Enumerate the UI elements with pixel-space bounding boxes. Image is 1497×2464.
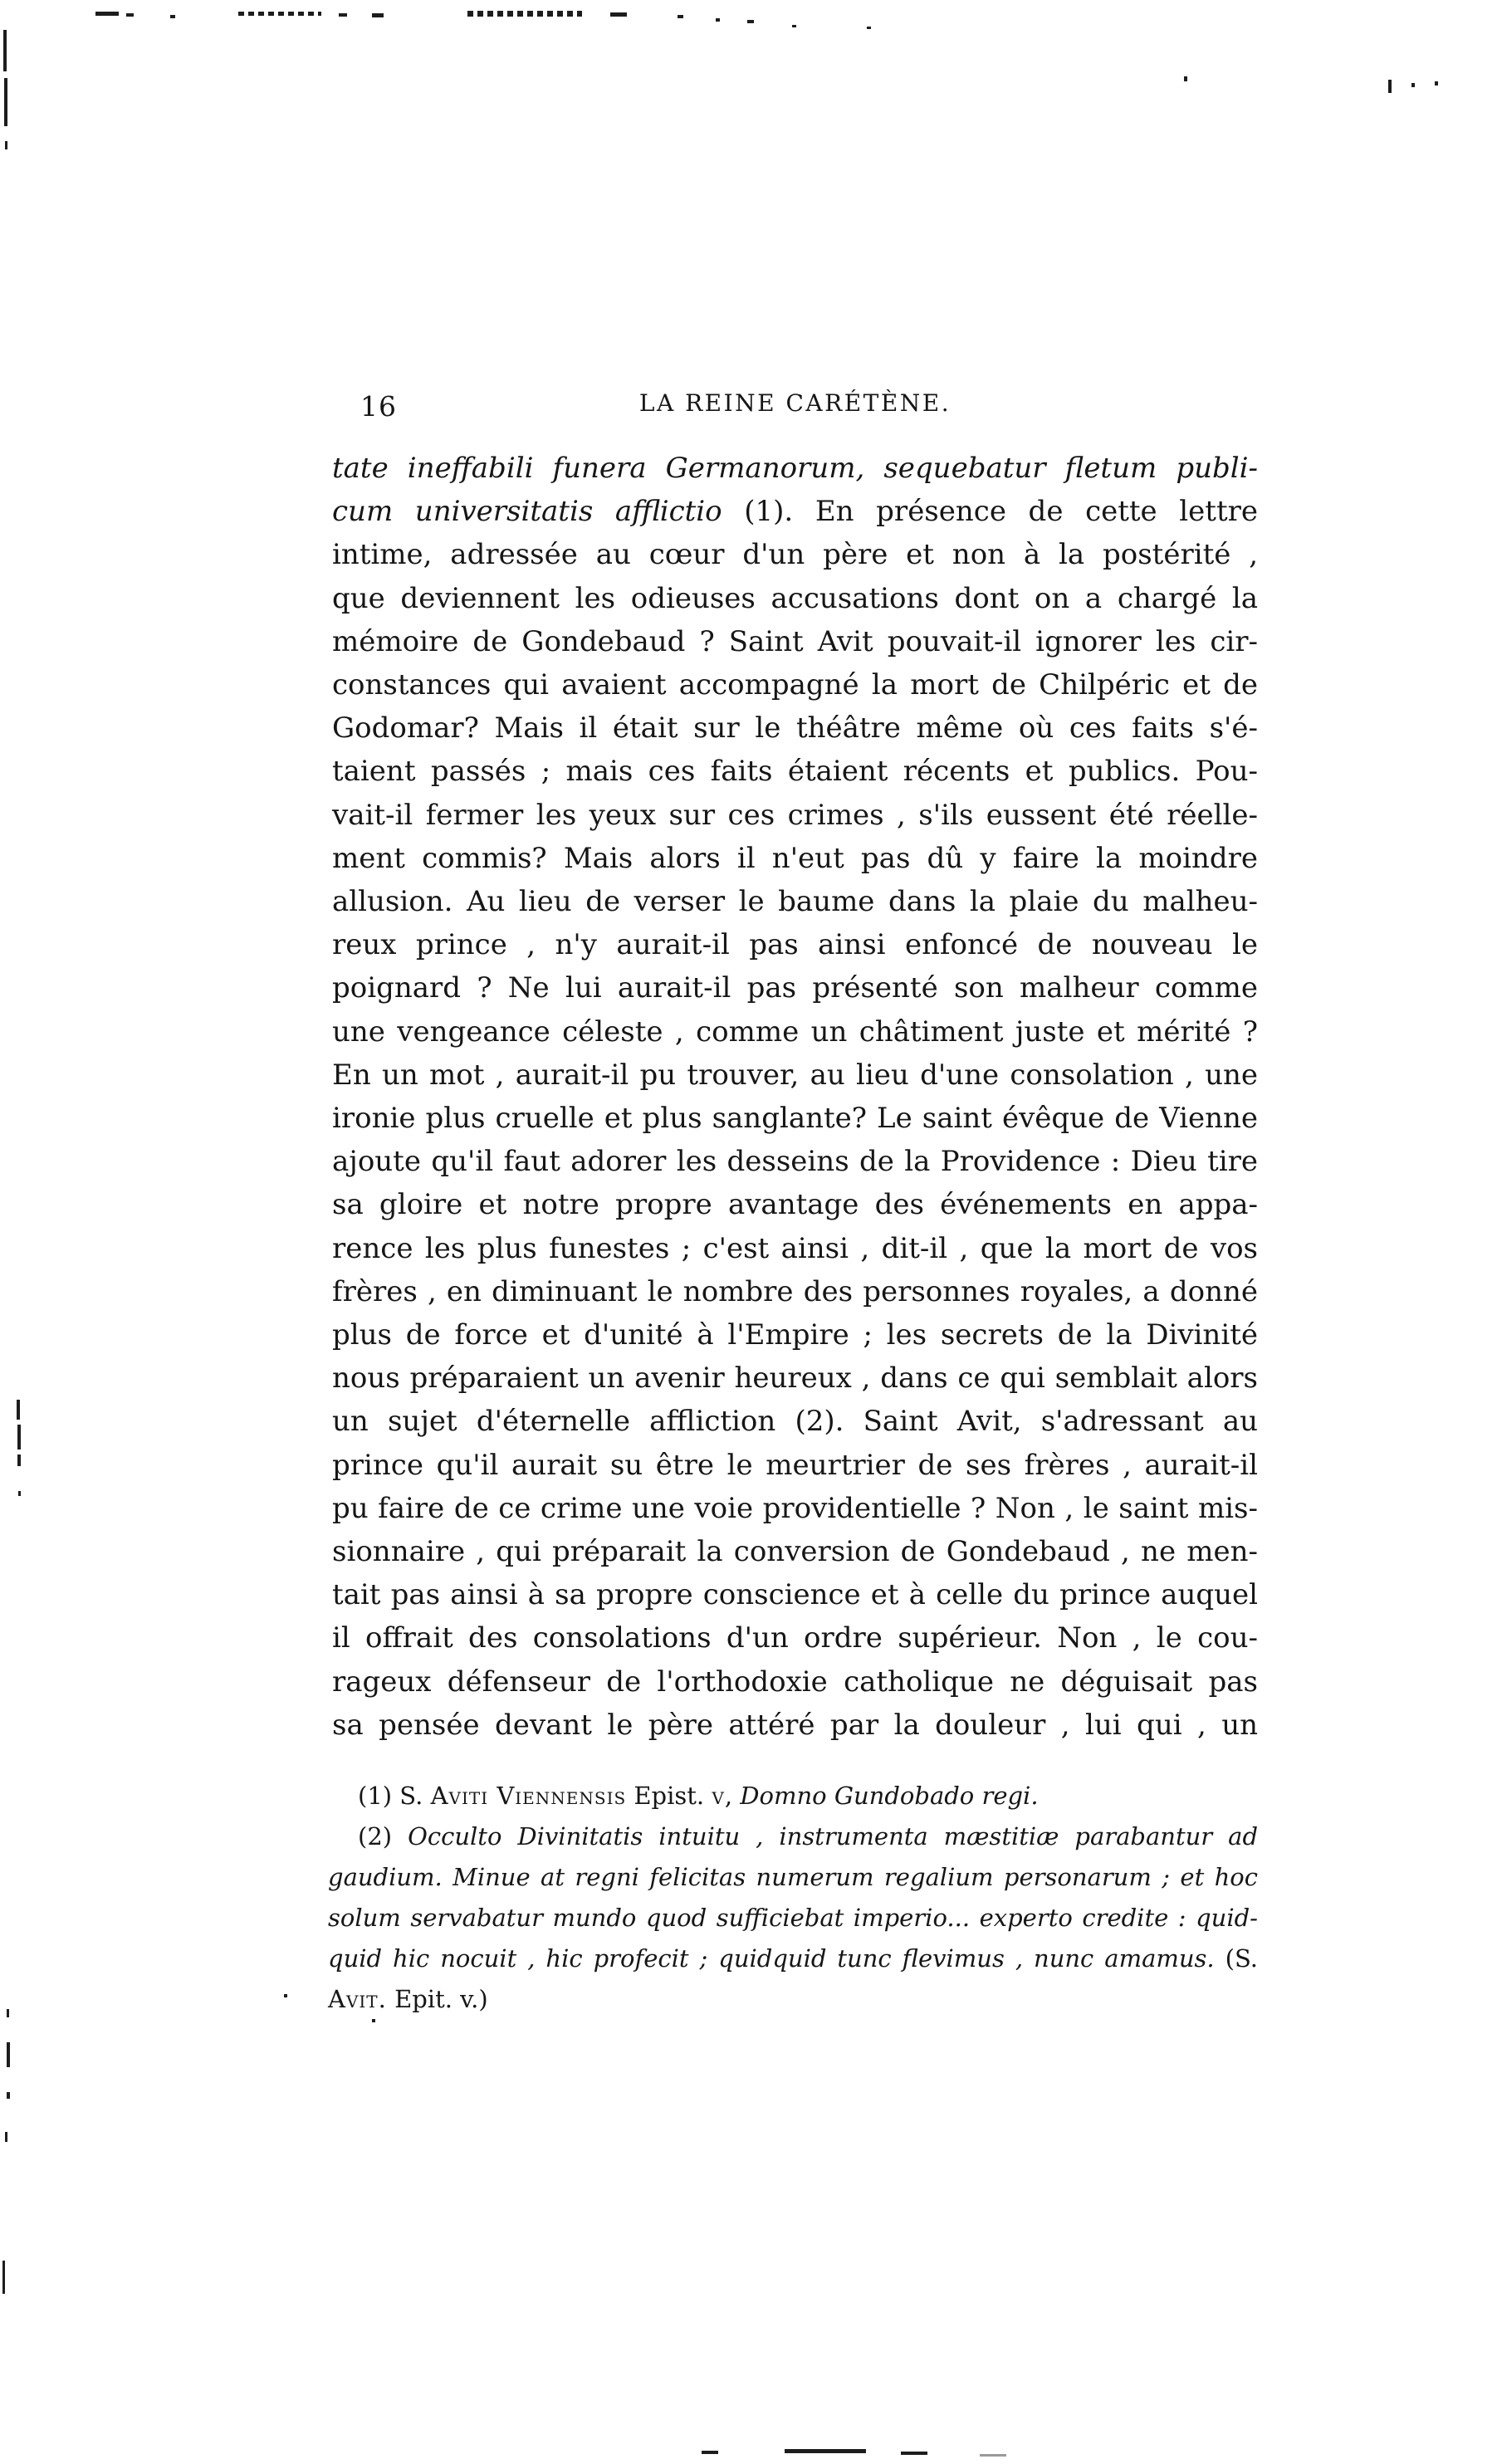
text-segment: vait-il fermer les yeux sur ces crimes , s'ils eussent été réelle- xyxy=(332,798,1258,832)
scan-artifact xyxy=(4,78,7,126)
text-segment: taient passés ; mais ces faits étaient récents et publics. Pou- xyxy=(332,755,1258,789)
body-text-line xyxy=(332,1487,1258,1530)
scan-artifact xyxy=(126,13,134,17)
footnote-line xyxy=(328,1776,1258,1816)
body-text-line xyxy=(332,1357,1258,1400)
text-segment: mémoire de Gondebaud ? Saint Avit pouvait-il ignorer les cir- xyxy=(332,624,1258,658)
text-segment: une vengeance céleste , comme un châtiment juste et mérité ? xyxy=(332,1014,1258,1049)
scan-artifact xyxy=(18,1491,21,1496)
text-segment: ajoute qu'il faut adorer les desseins de la Providence : Dieu tire xyxy=(332,1145,1258,1179)
scan-artifact xyxy=(678,15,683,18)
page-number: 16 xyxy=(360,390,397,423)
scan-artifact xyxy=(17,1454,21,1466)
text-segment: gaudium. Minue at regni felicitas numerum regalium personarum ; et hoc xyxy=(328,1863,1258,1891)
text-segment: un sujet d'éternelle affliction (2). Saint Avit, s'adressant au xyxy=(332,1405,1258,1439)
text-segment: v xyxy=(712,1782,725,1810)
text-segment: Aviti Viennensis xyxy=(430,1782,627,1810)
body-text-line xyxy=(332,1097,1258,1140)
text-segment: que deviennent les odieuses accusations dont on a chargé la xyxy=(332,581,1258,615)
body-text-line xyxy=(332,1444,1258,1487)
body-text-line xyxy=(332,837,1258,880)
text-segment: Domno Gundobado regi. xyxy=(740,1782,1039,1810)
text-segment: constances qui avaient accompagné la mort de Chilpéric et de xyxy=(332,668,1258,702)
body-text-line xyxy=(332,447,1258,490)
scan-artifact xyxy=(339,13,347,17)
scan-artifact xyxy=(747,20,754,23)
running-title: LA REINE CARÉTÈNE. xyxy=(638,389,952,417)
text-segment: , xyxy=(724,1782,741,1810)
text-segment: En un mot , aurait-il pu trouver, au lieu d'une consolation , une xyxy=(332,1058,1258,1092)
body-text-line xyxy=(332,1270,1258,1313)
text-segment: rageux défenseur de l'orthodoxie catholique ne déguisait pas xyxy=(332,1665,1258,1699)
scan-artifact xyxy=(95,12,119,16)
text-segment: allusion. Au lieu de verser le baume dans la plaie du malheu- xyxy=(332,885,1258,919)
footnotes xyxy=(328,1776,1258,2020)
scan-artifact xyxy=(372,2019,375,2022)
text-segment: Epit. v.) xyxy=(386,1985,488,2013)
scan-artifact xyxy=(1435,81,1438,86)
text-segment: sionnaire , qui préparait la conversion de Gondebaud , ne men- xyxy=(332,1535,1258,1569)
body-text-line xyxy=(332,1704,1258,1747)
scan-artifact xyxy=(980,2454,1006,2457)
text-segment: Avit. xyxy=(328,1985,387,2013)
body-text-line xyxy=(332,794,1258,837)
footnote-line xyxy=(328,1979,1258,2020)
scan-artifact xyxy=(7,2092,10,2099)
text-segment: ironie plus cruelle et plus sanglante? Le saint évêque de Vienne xyxy=(332,1102,1258,1136)
scan-artifact xyxy=(7,2009,9,2017)
scan-artifact xyxy=(901,2452,927,2455)
body-text-line xyxy=(332,1140,1258,1183)
text-segment: intime, adressée au cœur d'un père et non à la postérité , xyxy=(332,538,1258,572)
text-segment: ment commis? Mais alors il n'eut pas dû y faire la moindre xyxy=(332,841,1258,875)
text-segment: plus de force et d'unité à l'Empire ; les secrets de la Divinité xyxy=(332,1318,1258,1352)
scan-artifact xyxy=(2,2261,5,2294)
text-segment: quid hic nocuit , hic profecit ; quidquid tunc flevimus , nunc amamus. xyxy=(328,1944,1225,1973)
body-text-line xyxy=(332,1660,1258,1704)
body-text-line xyxy=(332,1227,1258,1270)
body-text-line xyxy=(332,533,1258,576)
text-segment: Epist. xyxy=(626,1782,712,1810)
scan-artifact xyxy=(3,30,7,71)
body-text-line xyxy=(332,1010,1258,1054)
scan-artifact xyxy=(17,1425,21,1450)
text-segment: (2) xyxy=(358,1822,408,1850)
body-text-line xyxy=(332,966,1258,1010)
body-text-line xyxy=(332,750,1258,793)
text-segment: cum universitatis afflictio xyxy=(332,495,722,529)
text-segment: tate ineffabili funera Germanorum, sequebatur fletum publi- xyxy=(332,452,1258,485)
text-segment: il offrait des consolations d'un ordre supérieur. Non , le cou- xyxy=(332,1621,1258,1655)
text-segment: (1) S. xyxy=(358,1782,431,1810)
body-text-line xyxy=(332,490,1258,533)
scan-artifact xyxy=(1411,83,1415,87)
body-text-line xyxy=(332,923,1258,966)
text-segment: poignard ? Ne lui aurait-il pas présenté son malheur comme xyxy=(332,971,1258,1005)
footnote-line xyxy=(328,1857,1258,1898)
body-text-line xyxy=(332,663,1258,706)
scan-artifact xyxy=(238,12,321,16)
scan-artifact xyxy=(867,27,871,29)
text-segment: tait pas ainsi à sa propre conscience et à celle du prince auquel xyxy=(332,1578,1258,1612)
body-text-line xyxy=(332,706,1258,750)
text-segment: reux prince , n'y aurait-il pas ainsi enfoncé de nouveau le xyxy=(332,928,1258,962)
body-text-line xyxy=(332,620,1258,663)
body-text-line xyxy=(332,1313,1258,1357)
scan-artifact xyxy=(5,141,7,149)
scan-artifact xyxy=(17,1400,20,1420)
body-text-line xyxy=(332,1400,1258,1443)
body-text-line xyxy=(332,880,1258,923)
body-text-line xyxy=(332,1573,1258,1616)
scan-artifact xyxy=(467,11,582,17)
text-segment: (S. xyxy=(1225,1944,1258,1973)
scan-artifact xyxy=(785,2449,866,2453)
body-text-line xyxy=(332,1530,1258,1573)
body-text-line xyxy=(332,577,1258,620)
text-segment: Occulto Divinitatis intuitu , instrumenta mæstitiæ parabantur ad xyxy=(408,1822,1259,1850)
scan-artifact xyxy=(716,18,720,22)
scan-artifact xyxy=(372,13,384,17)
footnote-line xyxy=(328,1816,1258,1857)
scan-artifact xyxy=(792,25,796,27)
text-segment: sa gloire et notre propre avantage des événements en appa- xyxy=(332,1188,1258,1222)
text-segment: sa pensée devant le père attéré par la douleur , lui qui , un xyxy=(332,1708,1258,1742)
scan-artifact xyxy=(5,2132,7,2142)
body-text-line xyxy=(332,1616,1258,1660)
body-text-line xyxy=(332,1183,1258,1226)
footnote-line xyxy=(328,1898,1258,1938)
text-segment: frères , en diminuant le nombre des personnes royales, a donné xyxy=(332,1274,1258,1308)
text-segment: pu faire de ce crime une voie providentielle ? Non , le saint mis- xyxy=(332,1491,1258,1525)
body-text xyxy=(332,447,1258,1747)
scan-artifact xyxy=(7,2042,10,2067)
text-segment: prince qu'il aurait su être le meurtrier de ses frères , aurait-il xyxy=(332,1448,1258,1482)
scan-artifact xyxy=(610,12,627,17)
text-segment: nous préparaient un avenir heureux , dans ce qui semblait alors xyxy=(332,1362,1258,1396)
text-segment: (1). En présence de cette lettre xyxy=(722,495,1258,529)
scan-artifact xyxy=(170,15,175,18)
scan-artifact xyxy=(1184,76,1187,81)
scan-artifact xyxy=(1388,80,1392,93)
body-text-line xyxy=(332,1054,1258,1097)
scan-artifact xyxy=(284,1994,287,1997)
text-segment: solum servabatur mundo quod sufficiebat imperio... experto credite : quid- xyxy=(328,1904,1258,1932)
text-segment: rence les plus funestes ; c'est ainsi , dit-il , que la mort de vos xyxy=(332,1231,1258,1265)
scan-artifact xyxy=(702,2451,718,2454)
text-segment: Godomar? Mais il était sur le théâtre même où ces faits s'é- xyxy=(332,711,1258,746)
footnote-line xyxy=(328,1938,1258,1979)
